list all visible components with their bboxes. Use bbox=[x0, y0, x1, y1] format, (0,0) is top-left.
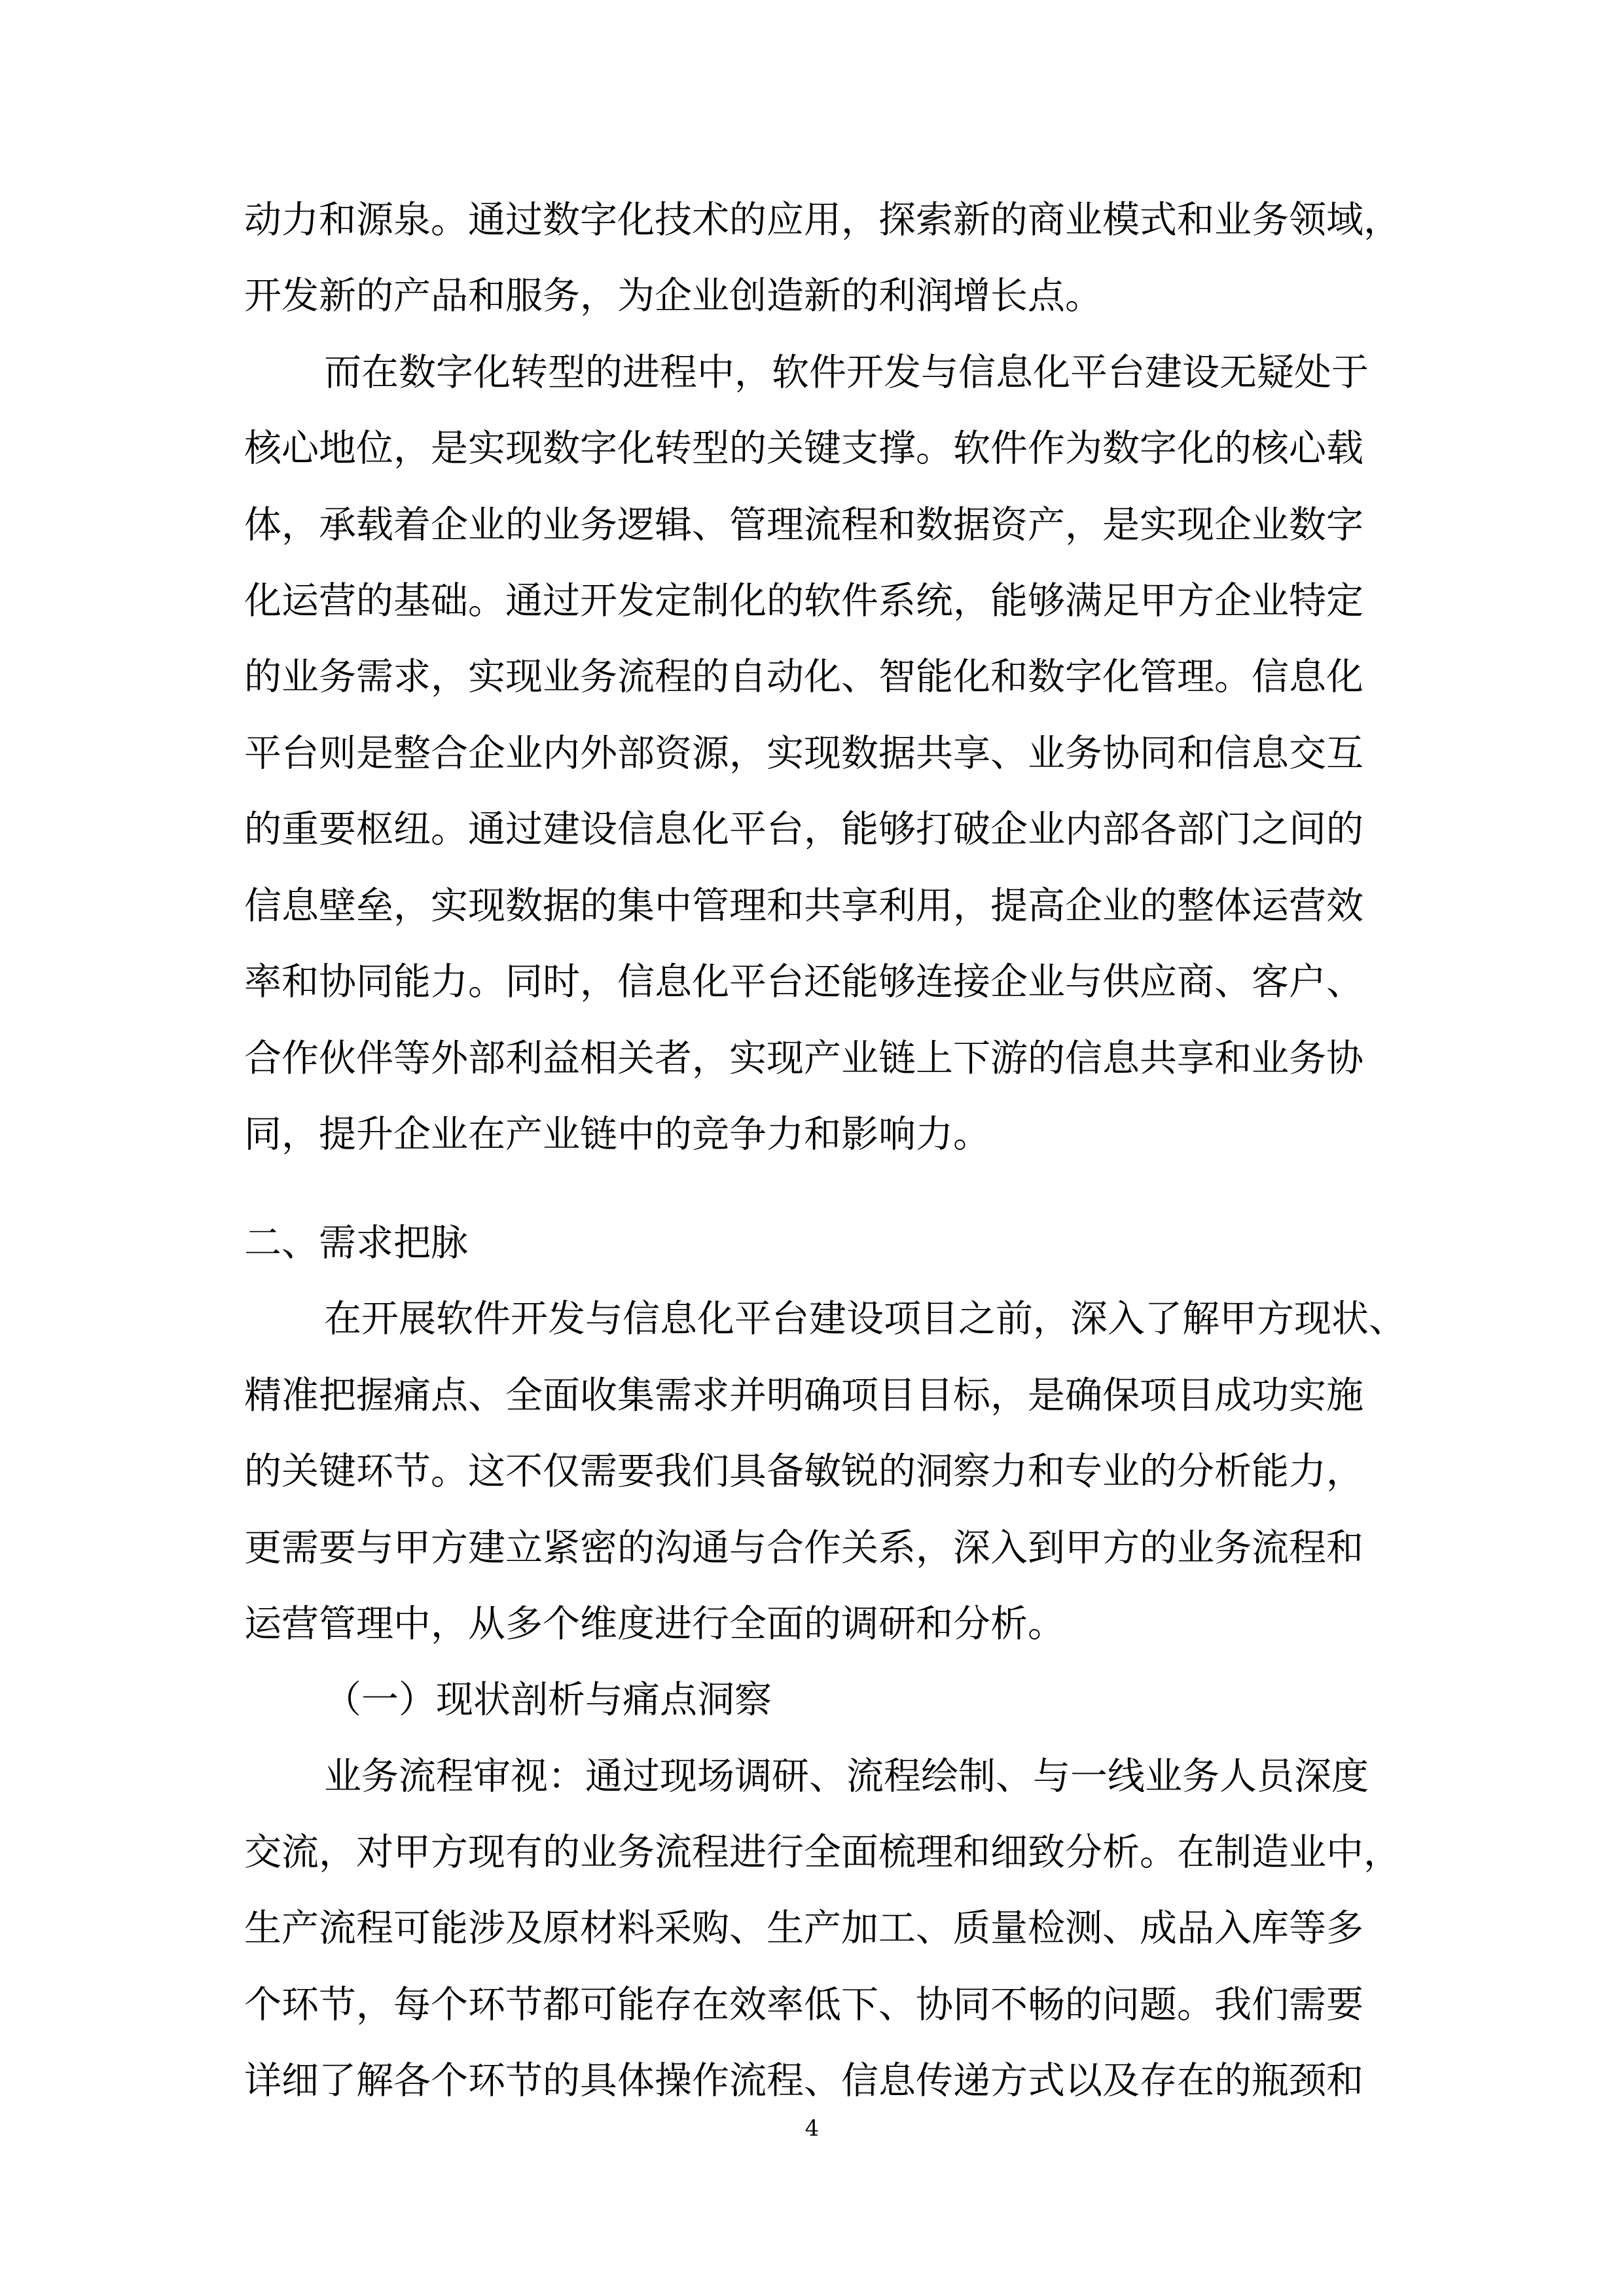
paragraph-line: 同，提升企业在产业链中的竞争力和影响力。 bbox=[244, 1113, 990, 1156]
paragraph-line: 信息壁垒，实现数据的集中管理和共享利用，提高企业的整体运营效 bbox=[244, 884, 1363, 927]
paragraph-line: 而在数字化转型的进程中，软件开发与信息化平台建设无疑处于 bbox=[324, 351, 1369, 394]
paragraph-line: 更需要与甲方建立紧密的沟通与合作关系，深入到甲方的业务流程和 bbox=[244, 1526, 1363, 1570]
paragraph-line: 的关键环节。这不仅需要我们具备敏锐的洞察力和专业的分析能力， bbox=[244, 1450, 1363, 1493]
paragraph-line: 率和协同能力。同时，信息化平台还能够连接企业与供应商、客户、 bbox=[244, 960, 1363, 1003]
paragraph-line: 的业务需求，实现业务流程的自动化、智能化和数字化管理。信息化 bbox=[244, 655, 1363, 698]
paragraph-line: 业务流程审视：通过现场调研、流程绘制、与一线业务人员深度 bbox=[324, 1755, 1369, 1798]
section-heading: 二、需求把脉 bbox=[244, 1221, 468, 1265]
page-number: 4 bbox=[804, 2115, 820, 2142]
paragraph-line: 体，承载着企业的业务逻辑、管理流程和数据资产，是实现企业数字 bbox=[244, 503, 1363, 547]
paragraph-line: 个环节，每个环节都可能存在效率低下、协同不畅的问题。我们需要 bbox=[244, 1983, 1363, 2026]
paragraph-line: 运营管理中，从多个维度进行全面的调研和分析。 bbox=[244, 1602, 1065, 1645]
paragraph-line: 动力和源泉。通过数字化技术的应用，探索新的商业模式和业务领域， bbox=[244, 198, 1401, 242]
paragraph-line: 精准把握痛点、全面收集需求并明确项目目标，是确保项目成功实施 bbox=[244, 1374, 1363, 1417]
paragraph-line: 平台则是整合企业内外部资源，实现数据共享、业务协同和信息交互 bbox=[244, 732, 1363, 775]
paragraph-line: 开发新的产品和服务，为企业创造新的利润增长点。 bbox=[244, 274, 1102, 317]
paragraph-line: 生产流程可能涉及原材料采购、生产加工、质量检测、成品入库等多 bbox=[244, 1907, 1363, 1950]
paragraph-line: 交流，对甲方现有的业务流程进行全面梳理和细致分析。在制造业中， bbox=[244, 1831, 1401, 1874]
paragraph-line: 化运营的基础。通过开发定制化的软件系统，能够满足甲方企业特定 bbox=[244, 579, 1363, 622]
paragraph-line: 在开展软件开发与信息化平台建设项目之前，深入了解甲方现状、 bbox=[324, 1297, 1406, 1340]
subsection-heading: （一）现状剖析与痛点洞察 bbox=[324, 1678, 772, 1721]
paragraph-line: 合作伙伴等外部利益相关者，实现产业链上下游的信息共享和业务协 bbox=[244, 1037, 1363, 1080]
paragraph-line: 详细了解各个环节的具体操作流程、信息传递方式以及存在的瓶颈和 bbox=[244, 2059, 1363, 2102]
paragraph-line: 的重要枢纽。通过建设信息化平台，能够打破企业内部各部门之间的 bbox=[244, 808, 1363, 851]
paragraph-line: 核心地位，是实现数字化转型的关键支撑。软件作为数字化的核心载 bbox=[244, 427, 1363, 470]
